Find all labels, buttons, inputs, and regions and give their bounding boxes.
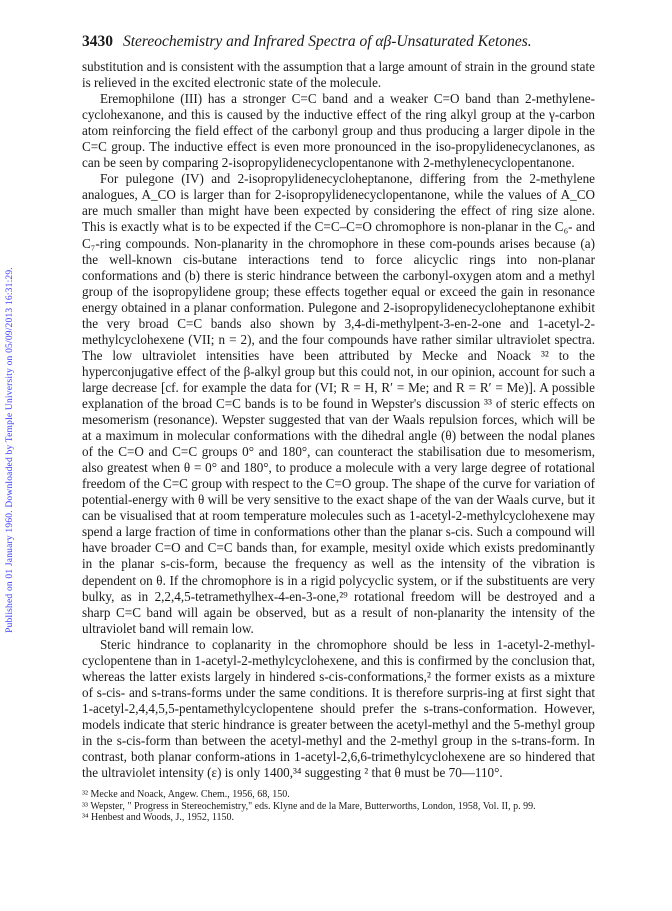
- paragraph-pulegone: For pulegone (IV) and 2-isopropylidenecycloheptanone, differing from the 2-methylene analogues, A_CO is larger than for 2-isopropylidenecyclopentanone, while the values of A_CO are much smaller than might have been expected by considering the effect of ring size alone. This is exactly what is to be expected if the C=C–C=O chromophore is non-planar in the C₆- and C₇-ring compounds. Non-planarity in the chromophore in these com-pounds arises because (a) the well-known cis-butane interactions tend to force alicyclic rings into non-planar conformations and (b) there is steric hindrance between the carbonyl-oxygen atom and a methyl group of the isopropylidene group; these effects together equal or exceed the gain in resonance energy obtained in a planar conformation. Pulegone and 2-isopropylidenecycloheptanone exhibit the very broad C=C bands also shown by 3,4-di-methylpent-3-en-2-one and 1-acetyl-2-methylcyclohexene (VII; n = 2), and the four compounds have rather similar ultraviolet spectra. The low ultraviolet intensities have been attributed by Mecke and Noack ³² to the hyperconjugative effect of the β-alkyl group but this could not, in our opinion, account for such a large decrease [cf. for example the data for (VI; R = H, R′ = Me; and R = R′ = Me)]. A possible explanation of the broad C=C bands is to be found in Wepster's discussion ³³ of steric effects on mesomerism (resonance). Wepster suggested that van der Waals repulsion forces, which will be at a maximum in molecular conformations with the dihedral angle (θ) between the nodal planes of the C=O and C=C groups 0° and 180°, can counteract the stabilisation due to mesomerism, also greatest when θ = 0° and 180°, to produce a molecule with a very large degree of rotational freedom of the C=C group with respect to the C=O group. The shape of the curve for variation of potential-energy with θ will be very sensitive to the exact shape of the van der Waals curve, but it can be visualised that at room temperature molecules such as 1-acetyl-2-methylcyclohexene may spend a large fraction of time in conformations other than the planar s-cis. Such a compound will have broader C=O and C=C bands than, for example, mesityl oxide which exists predominantly in the planar s-cis-form, because the frequency as well as the intensity of the vibration is dependent on θ. If the chromophore is in a rigid polycyclic system, or if the substituents are very bulky, as in 2,2,4,5-tetramethylhex-4-en-3-one,²⁹ rotational freedom will be destroyed and a sharp C=C band will again be observed, but as a result of non-planarity the intensity of the ultraviolet band will remain low.: [82, 171, 595, 636]
- body-text: [82, 59, 595, 781]
- download-notice-margin: [0, 0, 20, 911]
- download-notice-text: Published on 01 January 1960. Downloaded by Temple University on 05/09/2013 16:31:29.: [5, 267, 15, 633]
- footnote-32: ³² Mecke and Noack, Angew. Chem., 1956, 68, 150.: [82, 789, 290, 801]
- paragraph-continuation: substitution and is consistent with the assumption that a large amount of strain in the ground state is relieved in the excited electronic state of the molecule.: [82, 59, 595, 91]
- footnote-34: ³⁴ Henbest and Woods, J., 1952, 1150.: [82, 812, 235, 824]
- paragraph-eremophilone: Eremophilone (III) has a stronger C=C band and a weaker C=O band than 2-methylene-cyclohexanone, and this is caused by the inductive effect of the ring alkyl group at the γ-carbon atom reinforcing the field effect of the carbonyl group and thus producing a larger dipole in the C=C group. The inductive effect is even more pronounced in the iso-propylidenecyclanones, as can be seen by comparing 2-isopropylidenecyclopentanone with 2-methylenecyclopentanone.: [82, 91, 595, 171]
- page-number: 3430: [82, 33, 113, 50]
- footnote-33: ³³ Wepster, " Progress in Stereochemistry," eds. Klyne and de la Mare, Butterworths, London, 1958, Vol. II, p. 99.: [82, 800, 536, 812]
- paragraph-steric-hindrance: Steric hindrance to coplanarity in the chromophore should be less in 1-acetyl-2-methyl-cyclopentene than in 1-acetyl-2-methylcyclohexene, and this is confirmed by the conclusion that, whereas the latter exists largely in hindered s-cis-conformations,² the former exists as a mixture of s-cis- and s-trans-forms under the same conditions. It is therefore surpris-ing at first sight that 1-acetyl-2,4,4,5,5-pentamethylcyclopentene should prefer the s-trans-conformation. However, models indicate that steric hindrance is greater between the acetyl-methyl and the 5-methyl group in the s-cis-form than between the acetyl-methyl and the 2-methyl group in the s-trans-form. In contrast, both planar conform-ations in 1-acetyl-2,6,6-trimethylcyclohexene are so hindered that the ultraviolet intensity (ε) is only 1400,³⁴ suggesting ² that θ must be 70—110°.: [82, 636, 595, 781]
- journal-page: [82, 33, 595, 824]
- footnotes: [82, 789, 595, 824]
- running-header: [82, 33, 595, 51]
- running-title: Stereochemistry and Infrared Spectra of αβ-Unsaturated Ketones.: [123, 33, 532, 50]
